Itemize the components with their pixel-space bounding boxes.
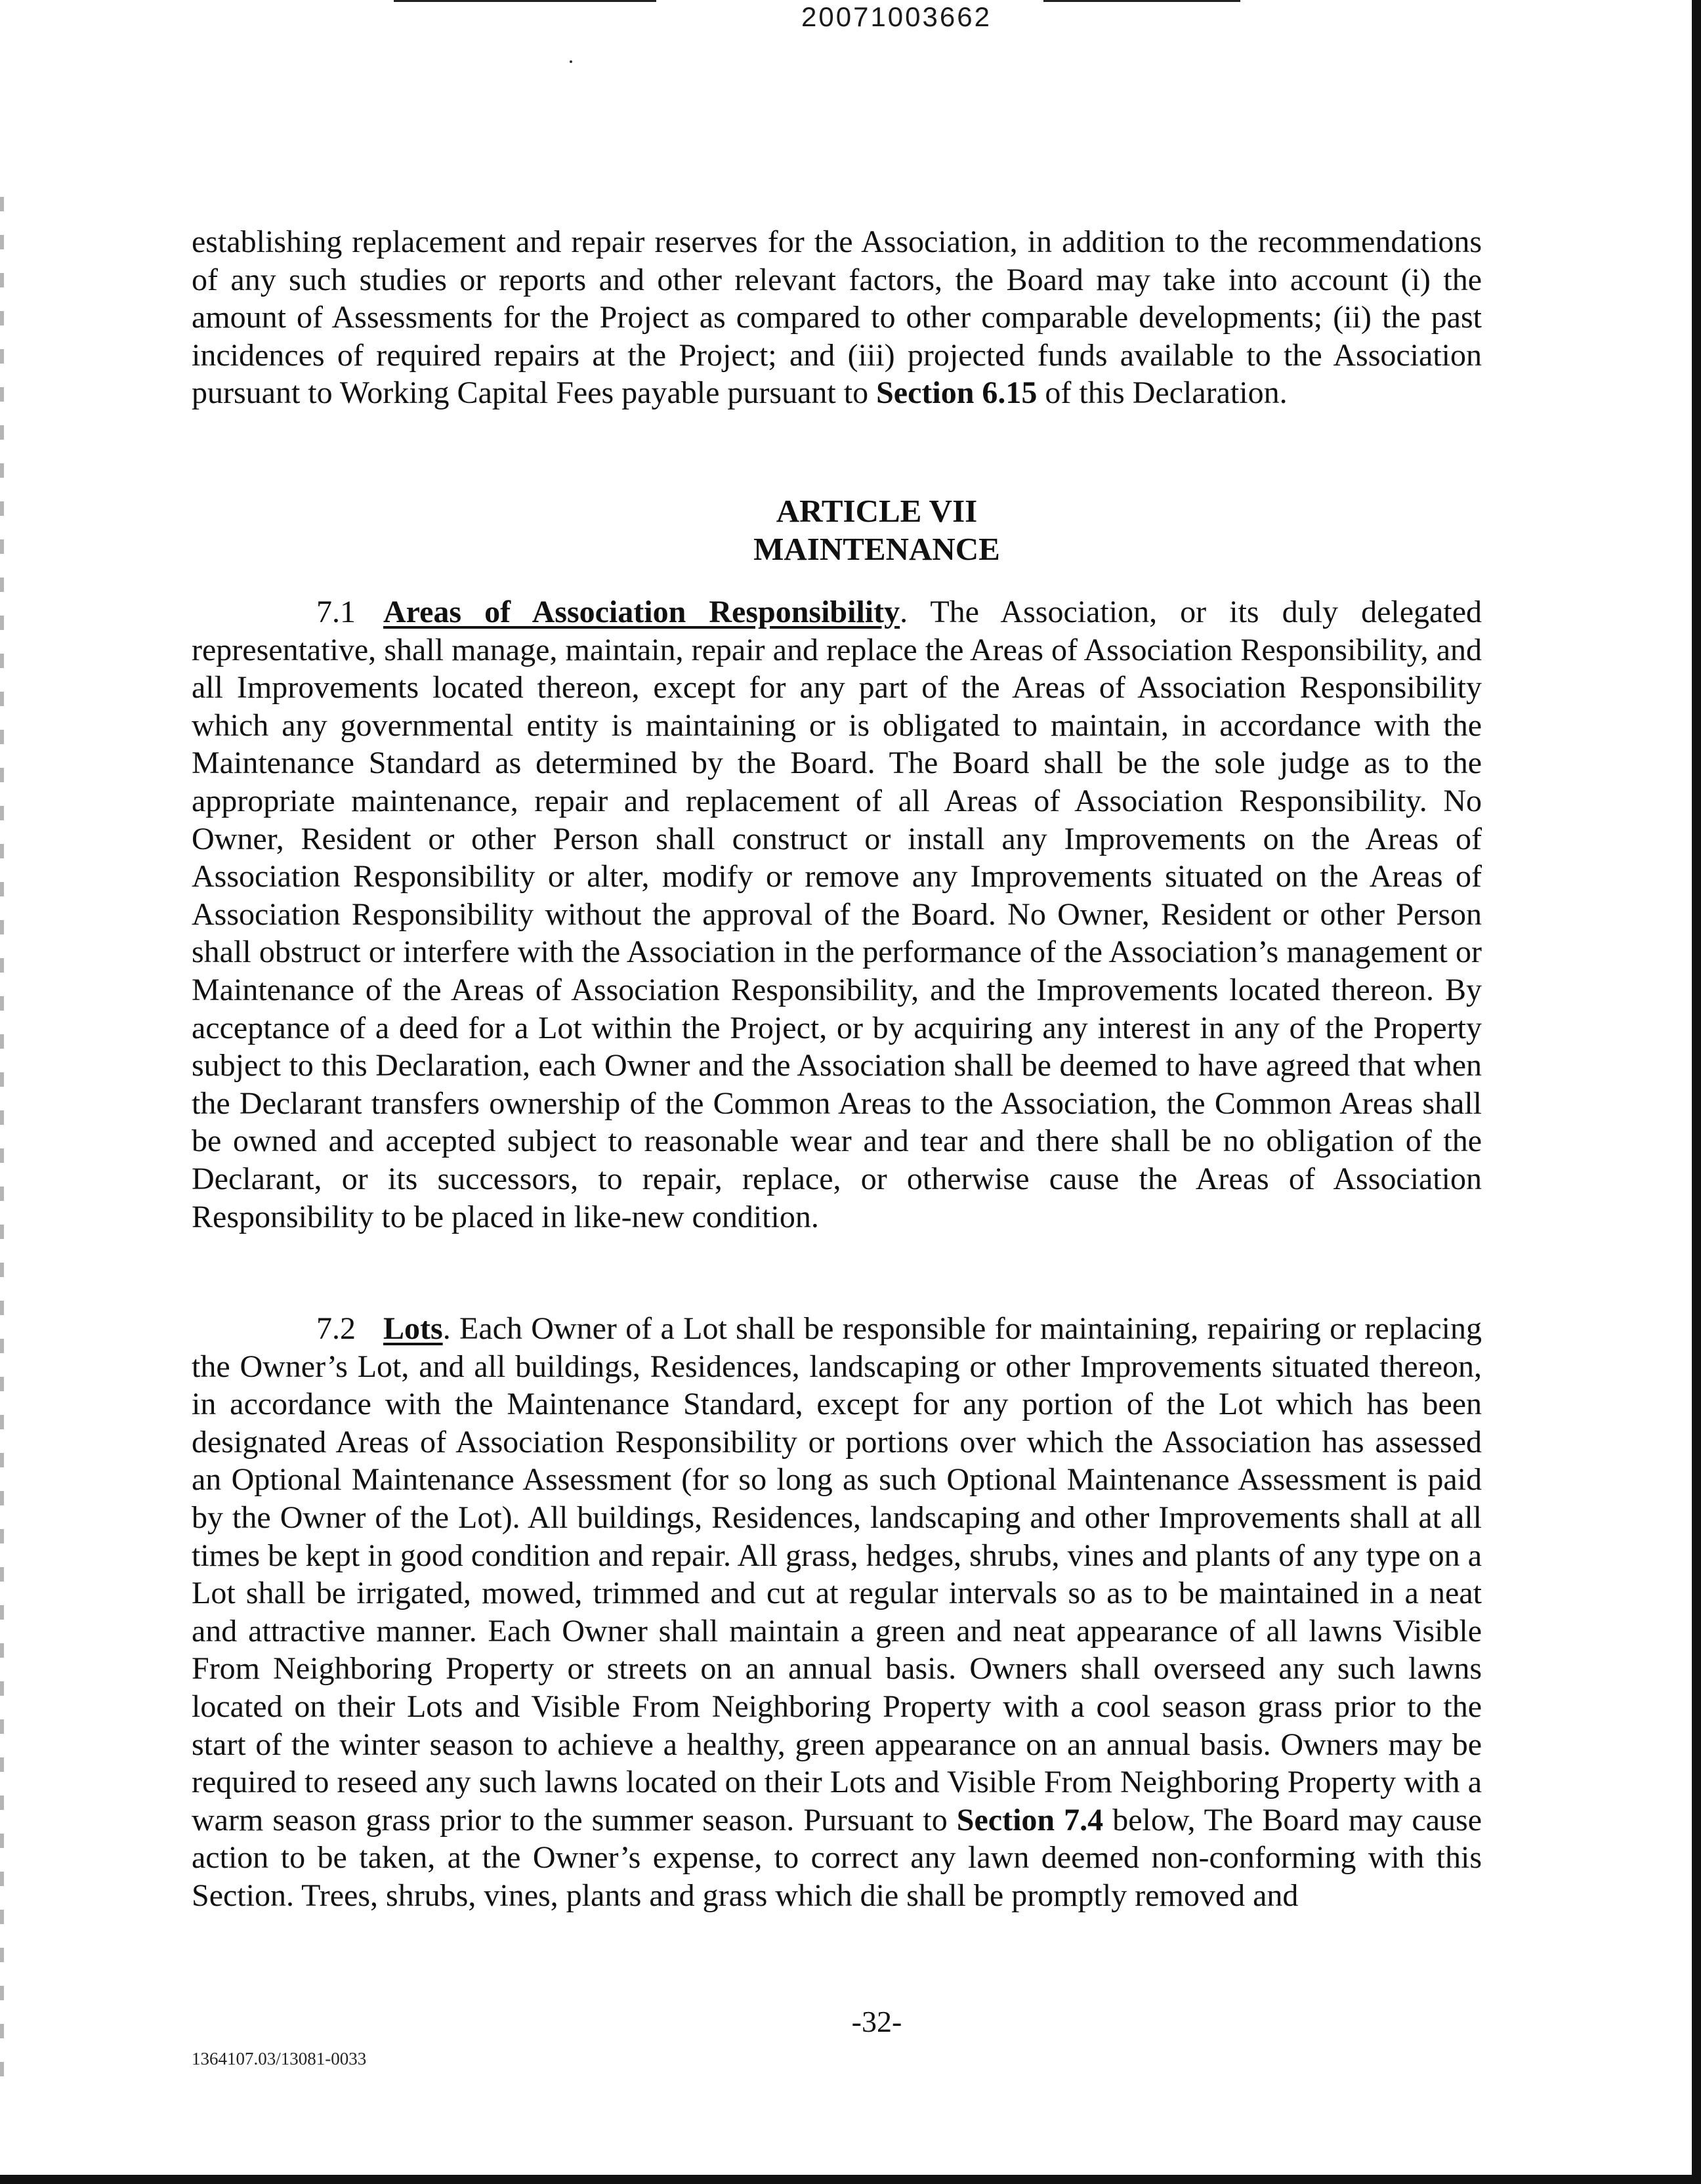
article-title: MAINTENANCE [753, 531, 1000, 567]
section-title: Lots [383, 1311, 443, 1346]
section-7-2 [192, 1310, 1482, 1915]
intro-paragraph [192, 223, 1482, 412]
section-text: Each Owner of a Lot shall be responsible for maintaining, repairing or replacing the Owner’s Lot, and all buildings, Residences, landscaping or other Improvements situated thereon, in accordance with the Maintenance Standard, except for any portion of the Lot which has been designated Areas of Association Responsibility or portions over which the Association has assessed an Optional Maintenance Assessment (for so long as such Optional Maintenance Assessment is paid by the Owner of the Lot). All buildings, Residences, landscaping and other Improvements shall at all times be kept in good condition and repair. All grass, hedges, shrubs, vines and plants of any type on a Lot shall be irrigated, mowed, trimmed and cut at regular intervals so as to be maintained in a neat and attractive manner. Each Owner shall maintain a green and neat appearance of all lawns Visible From Neighboring Property or streets on an annual basis. Owners shall overseed any such lawns located on their Lots and Visible From Neighboring Property with a cool season grass prior to the start of the winter season to achieve a healthy, green appearance on an annual basis. Owners may be required to reseed any such lawns located on their Lots and Visible From Neighboring Property with a warm season grass prior to the summer season. Pursuant to [192, 1311, 1482, 1838]
section-title-punct: . [442, 1311, 451, 1346]
section-reference: Section 7.4 [956, 1802, 1104, 1838]
intro-text: establishing replacement and repair reserves for the Association, in addition to the recommendations of any such studies or reports and other relevant factors, the Board may take into account (i) the amount of Assessments for the Project as compared to other comparable developments; (ii) the past incidences of required repairs at the Project; and (iii) projected funds available to the Association pursuant to Working Capital Fees payable pursuant to [192, 224, 1482, 411]
section-number: 7.1 [316, 595, 356, 629]
scan-bottom-border [0, 2175, 1701, 2184]
section-reference: Section 6.15 [876, 375, 1038, 411]
scan-edge-marks [0, 197, 4, 2100]
section-text: The Association, or its duly delegated representative, shall manage, maintain, repair and replace the Areas of Association Responsibility, and all Improvements located thereon, except for any part of the Areas of Association Responsibility which any governmental entity is maintaining or is obligated to maintain, in accordance with the Maintenance Standard as determined by the Board. The Board shall be the sole judge as to the appropriate maintenance, repair and replacement of all Areas of Association Responsibility. No Owner, Resident or other Person shall construct or install any Improvements on the Areas of Association Responsibility or alter, modify or remove any Improvements situated on the Areas of Association Responsibility without the approval of the Board. No Owner, Resident or other Person shall obstruct or interfere with the Association in the performance of the Association’s management or Maintenance of the Areas of Association Responsibility, and the Improvements located thereon. By acceptance of a deed for a Lot within the Project, or by acquiring any interest in any of the Property subject to this Declaration, each Owner and the Association shall be deemed to have agreed that when the Declarant transfers ownership of the Common Areas to the Association, the Common Areas shall be owned and accepted subject to reasonable wear and tear and there shall be no obligation of the Declarant, or its successors, to repair, replace, or otherwise cause the Areas of Association Responsibility to be placed in like-new condition. [192, 595, 1482, 1234]
intro-tail: of this Declaration. [1045, 375, 1288, 411]
recording-number: 20071003662 [801, 1, 992, 32]
file-reference: 1364107.03/13081-0033 [192, 2049, 367, 2068]
section-title-punct: . [900, 595, 908, 629]
section-title: Areas of Association Responsibility [383, 595, 900, 629]
article-number: ARTICLE VII [776, 493, 978, 529]
section-number: 7.2 [316, 1311, 356, 1346]
section-text-continued: below, The Board may cause action to be taken, at the Owner’s expense, to correct any lawn deemed non-conforming with this Section. Trees, shrubs, vines, plants and grass which die shall be promptly removed and [192, 1802, 1482, 1913]
page-number: -32- [851, 2005, 902, 2038]
scan-right-border [1692, 0, 1701, 2184]
section-7-1 [192, 593, 1482, 1236]
scan-speck [570, 60, 572, 63]
